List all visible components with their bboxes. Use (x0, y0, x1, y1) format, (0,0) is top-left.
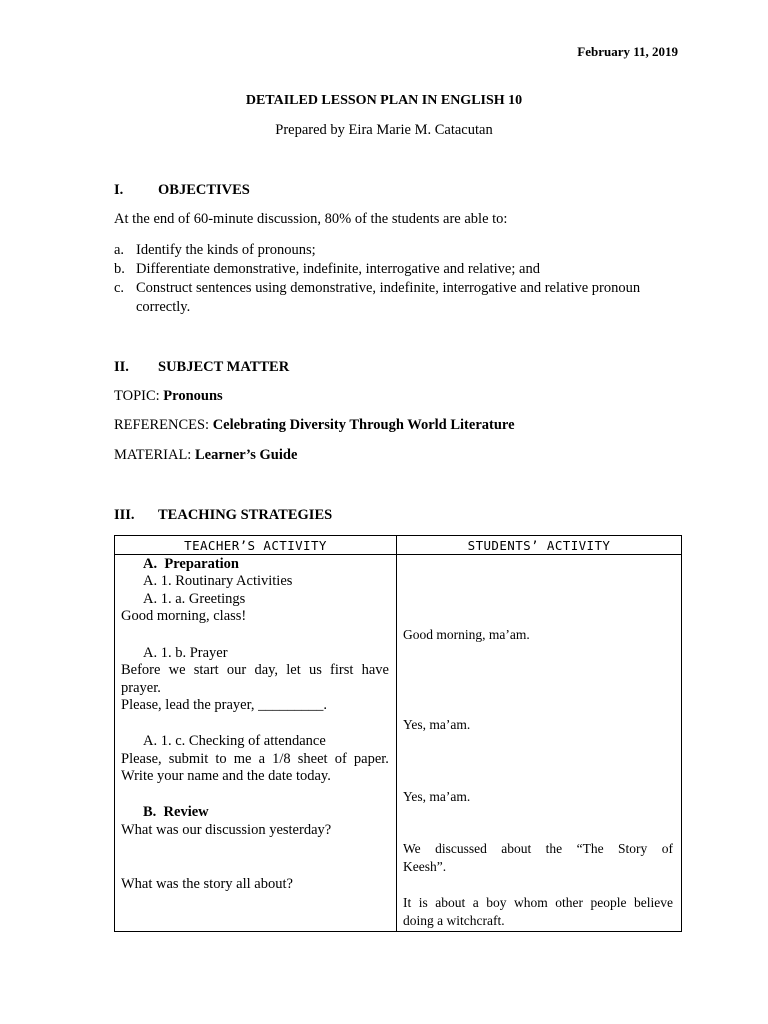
word: of (661, 841, 673, 856)
word: paper. (353, 751, 389, 767)
prayer-line-2: prayer. (121, 680, 161, 696)
word: We (403, 841, 421, 856)
review-label: Review (163, 804, 209, 820)
objectives-intro: At the end of 60-minute discussion, 80% of the students are able to: (114, 211, 508, 227)
topic-label: TOPIC: (114, 388, 164, 404)
objective-letter: a. (114, 242, 125, 258)
subject-matter-number: II. (114, 359, 129, 375)
objectives-number: I. (114, 182, 124, 198)
student-about-line-1 (403, 895, 673, 911)
subject-matter-heading: SUBJECT MATTER (158, 359, 290, 375)
student-good-morning: Good morning, ma’am. (403, 627, 530, 642)
word: whom (514, 895, 548, 910)
word: of (334, 751, 347, 767)
preparation-letter: A. (143, 556, 158, 572)
prayer-line-3: Please, lead the prayer, _________. (121, 697, 327, 713)
word: Please, (121, 751, 162, 767)
student-discussed-line-2: Keesh”. (403, 859, 447, 874)
word: start (193, 662, 219, 678)
word: boy (486, 895, 507, 910)
objective-item-continued: correctly. (136, 299, 191, 315)
word: other (555, 895, 584, 910)
objective-item: Identify the kinds of pronouns; (136, 242, 316, 258)
review-letter: B. (143, 804, 157, 820)
objective-letter: b. (114, 261, 125, 277)
students-activity-cell (397, 555, 682, 932)
teaching-strategies-table (114, 535, 682, 932)
preparation-label: Preparation (164, 556, 239, 572)
attendance-line-2: Write your name and the date today. (121, 768, 331, 784)
word: submit (168, 751, 209, 767)
student-yes-attendance: Yes, ma’am. (403, 789, 471, 804)
prayer-line-1 (121, 662, 389, 679)
document-title: DETAILED LESSON PLAN IN ENGLISH 10 (245, 93, 523, 108)
student-yes-prayer: Yes, ma’am. (403, 717, 471, 732)
topic-value: Pronouns (163, 388, 223, 404)
word: first (330, 662, 354, 678)
review-question-1: What was our discussion yesterday? (121, 822, 332, 838)
attendance-line-1 (121, 751, 389, 768)
references-value: Celebrating Diversity Through World Literature (212, 417, 515, 433)
word: people (590, 895, 627, 910)
objective-letter: c. (114, 280, 125, 296)
word: discussed (435, 841, 487, 856)
student-discussed-line-1 (403, 841, 673, 857)
greetings-heading: A. 1. a. Greetings (143, 591, 246, 607)
word: It (403, 895, 412, 910)
attendance-heading: A. 1. c. Checking of attendance (143, 733, 326, 749)
word: let (286, 662, 301, 678)
word: us (308, 662, 322, 678)
teacher-activity-cell (115, 555, 397, 932)
word: 1/8 (272, 751, 291, 767)
prayer-heading: A. 1. b. Prayer (143, 645, 228, 661)
objective-item: Construct sentences using demonstrative, indefinite, interrogative and relative pronoun (136, 280, 641, 296)
objective-item: Differentiate demonstrative, indefinite, interrogative and relative; and (136, 261, 540, 277)
routinary-activities: A. 1. Routinary Activities (143, 573, 293, 589)
word: we (168, 662, 186, 678)
word: a (258, 751, 266, 767)
strategies-number: III. (114, 507, 135, 523)
students-activity-header: STUDENTS’ ACTIVITY (397, 536, 682, 555)
references-label: REFERENCES: (114, 417, 213, 433)
word: to (215, 751, 227, 767)
review-question-2: What was the story all about? (121, 876, 293, 892)
word: believe (634, 895, 673, 910)
prepared-by: Prepared by Eira Marie M. Catacutan (275, 122, 493, 138)
word: have (361, 662, 389, 678)
word: Before (121, 662, 161, 678)
word: me (233, 751, 252, 767)
word: about (435, 895, 466, 910)
strategies-heading: TEACHING STRATEGIES (158, 507, 333, 523)
word: sheet (297, 751, 328, 767)
preparation-heading (143, 556, 239, 573)
word: our (226, 662, 247, 678)
word: Story (618, 841, 648, 856)
word: is (418, 895, 428, 910)
word: the (545, 841, 563, 856)
word: about (501, 841, 532, 856)
material-line (114, 447, 297, 464)
word: day, (254, 662, 279, 678)
topic-line (114, 388, 223, 405)
word: a (472, 895, 479, 910)
review-heading (143, 804, 209, 821)
document-date: February 11, 2019 (577, 44, 678, 59)
teacher-good-morning: Good morning, class! (121, 608, 247, 624)
word: “The (576, 841, 604, 856)
objectives-heading: OBJECTIVES (158, 182, 250, 198)
material-label: MATERIAL: (114, 447, 195, 463)
student-about-line-2: doing a witchcraft. (403, 913, 505, 928)
teacher-activity-header: TEACHER’S ACTIVITY (115, 536, 397, 555)
material-value: Learner’s Guide (194, 447, 298, 463)
references-line (114, 417, 515, 434)
